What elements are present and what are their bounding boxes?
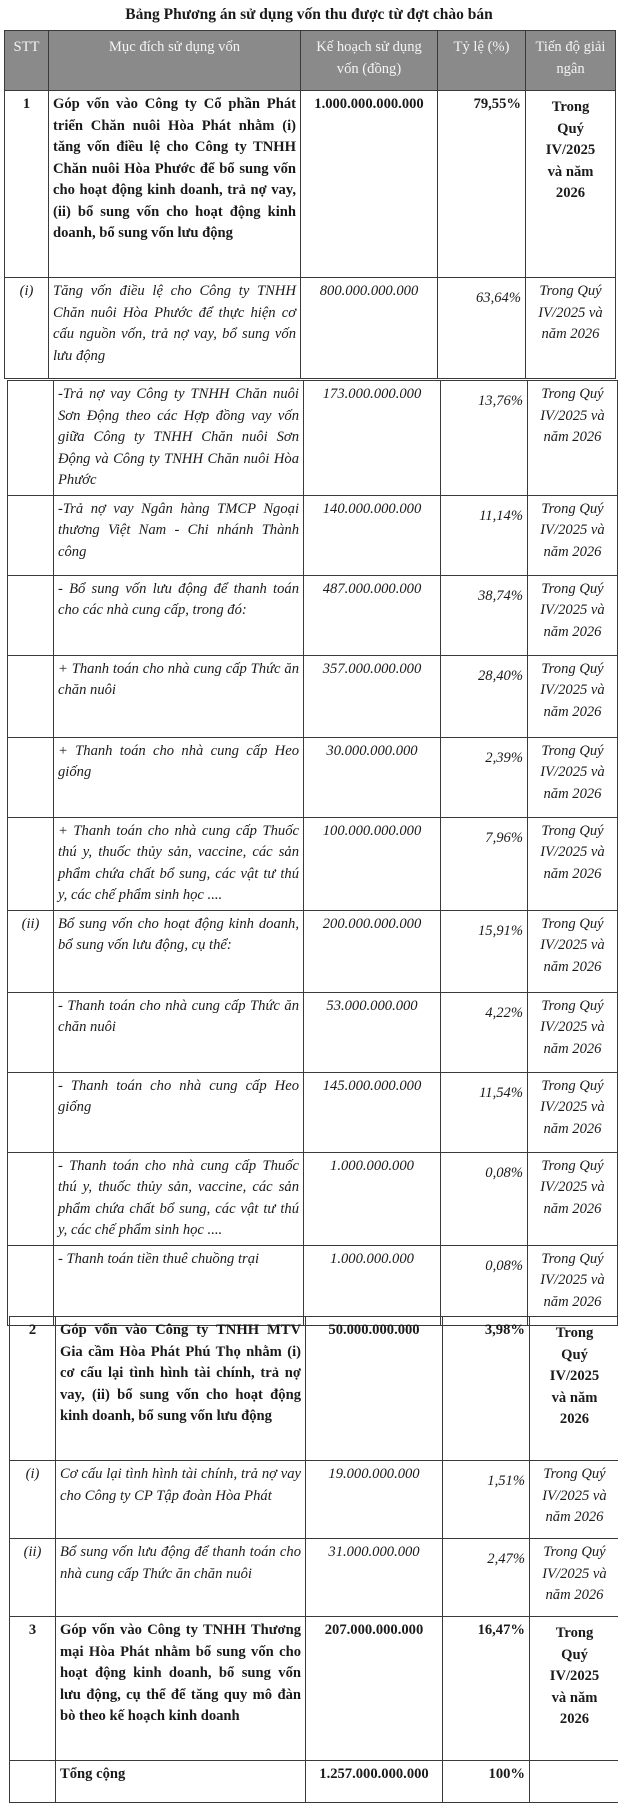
cell-timing: Trong Quý IV/2025 và năm 2026	[528, 381, 618, 496]
cell-purpose: Góp vốn vào Công ty TNHH MTV Gia cầm Hòa Phát Phú Thọ nhằm (i) cơ cấu lại tình hình tài chính, trả nợ vay, (ii) bổ sung vốn cho hoạt động kinh doanh, bổ sung vốn lưu động	[56, 1317, 306, 1461]
cell-ratio: 28,40%	[441, 655, 528, 737]
cell-ratio: 0,08%	[441, 1152, 528, 1245]
cell-plan: 30.000.000.000	[304, 737, 441, 817]
table-row	[8, 1072, 618, 1152]
cell-purpose: - Thanh toán cho nhà cung cấp Heo giống	[54, 1072, 304, 1152]
cell-purpose: -Trả nợ vay Công ty TNHH Chăn nuôi Sơn Động theo các Hợp đồng vay vốn giữa Công ty TNHH Chăn nuôi Sơn Động và Công ty TNHH Chăn nuôi Hòa Phước	[54, 381, 304, 496]
cell-purpose: - Thanh toán cho nhà cung cấp Thuốc thú y, thuốc thủy sản, vaccine, các sản phẩm chứa chất bổ sung, các vật tư thú y, các chế phẩm sinh học ....	[54, 1152, 304, 1245]
table-row	[10, 1539, 618, 1617]
table-row	[5, 91, 616, 278]
cell-plan: 19.000.000.000	[306, 1461, 443, 1539]
table-row	[8, 1152, 618, 1245]
cell-stt	[8, 1152, 54, 1245]
table-row	[8, 495, 618, 575]
cell-plan: 1.000.000.000	[304, 1152, 441, 1245]
cell-stt	[8, 495, 54, 575]
cell-purpose: -Trả nợ vay Ngân hàng TMCP Ngoại thương Việt Nam - Chi nhánh Thành công	[54, 495, 304, 575]
cell-stt: (i)	[10, 1461, 56, 1539]
cell-purpose: - Bổ sung vốn lưu động để thanh toán cho các nhà cung cấp, trong đó:	[54, 575, 304, 655]
column-header-timing: Tiến độ giải ngân	[526, 31, 616, 91]
cell-plan: 1.000.000.000	[304, 1245, 441, 1325]
cell-timing: Trong Quý IV/2025 và năm 2026	[526, 278, 616, 379]
cell-plan: 145.000.000.000	[304, 1072, 441, 1152]
cell-timing: Trong Quý IV/2025 và năm 2026	[528, 1152, 618, 1245]
cell-stt	[8, 737, 54, 817]
cell-ratio: 100%	[443, 1761, 530, 1803]
table-row	[8, 1245, 618, 1325]
cell-plan: 200.000.000.000	[304, 910, 441, 992]
table-segment	[7, 380, 618, 1326]
table-row	[5, 278, 616, 379]
cell-stt: 2	[10, 1317, 56, 1461]
cell-timing: Trong Quý IV/2025 và năm 2026	[530, 1317, 618, 1461]
table-segment	[4, 30, 616, 379]
header-row	[5, 31, 616, 91]
column-header-ratio: Tỷ lệ (%)	[438, 31, 526, 91]
cell-stt: (ii)	[8, 910, 54, 992]
cell-stt	[8, 1245, 54, 1325]
cell-purpose: + Thanh toán cho nhà cung cấp Thuốc thú y, thuốc thủy sản, vaccine, các sản phẩm chứa chất bổ sung, các vật tư thú y, các chế phẩm sinh học ....	[54, 817, 304, 910]
cell-timing: Trong Quý IV/2025 và năm 2026	[528, 1245, 618, 1325]
cell-plan: 800.000.000.000	[301, 278, 438, 379]
cell-ratio: 2,47%	[443, 1539, 530, 1617]
table-row	[8, 817, 618, 910]
cell-timing: Trong Quý IV/2025 và năm 2026	[530, 1539, 618, 1617]
cell-ratio: 13,76%	[441, 381, 528, 496]
cell-ratio: 7,96%	[441, 817, 528, 910]
table-row	[8, 655, 618, 737]
total-row	[10, 1761, 618, 1803]
table-row	[10, 1617, 618, 1761]
cell-timing: Trong Quý IV/2025 và năm 2026	[526, 91, 616, 278]
cell-timing	[530, 1761, 618, 1803]
cell-ratio: 79,55%	[438, 91, 526, 278]
column-header-stt: STT	[5, 31, 49, 91]
cell-timing: Trong Quý IV/2025 và năm 2026	[528, 737, 618, 817]
table-row	[8, 992, 618, 1072]
cell-stt	[8, 575, 54, 655]
cell-stt	[10, 1761, 56, 1803]
cell-ratio: 2,39%	[441, 737, 528, 817]
table-row	[10, 1461, 618, 1539]
cell-stt: 1	[5, 91, 49, 278]
cell-plan: 173.000.000.000	[304, 381, 441, 496]
cell-plan: 140.000.000.000	[304, 495, 441, 575]
table-segment	[9, 1316, 618, 1803]
cell-purpose: + Thanh toán cho nhà cung cấp Heo giống	[54, 737, 304, 817]
cell-purpose: - Thanh toán tiền thuê chuồng trại	[54, 1245, 304, 1325]
cell-stt: 3	[10, 1617, 56, 1761]
cell-ratio: 1,51%	[443, 1461, 530, 1539]
cell-stt	[8, 381, 54, 496]
cell-purpose: - Thanh toán cho nhà cung cấp Thức ăn chăn nuôi	[54, 992, 304, 1072]
cell-ratio: 15,91%	[441, 910, 528, 992]
cell-timing: Trong Quý IV/2025 và năm 2026	[528, 992, 618, 1072]
table-title: Bảng Phương án sử dụng vốn thu được từ đợt chào bán	[125, 6, 493, 23]
cell-ratio: 3,98%	[443, 1317, 530, 1461]
table-row	[10, 1317, 618, 1461]
cell-plan: 357.000.000.000	[304, 655, 441, 737]
cell-purpose: Tổng cộng	[56, 1761, 306, 1803]
cell-plan: 207.000.000.000	[306, 1617, 443, 1761]
cell-ratio: 11,14%	[441, 495, 528, 575]
cell-purpose: Tăng vốn điều lệ cho Công ty TNHH Chăn nuôi Hòa Phước để thực hiện cơ cấu nguồn vốn, trả nợ vay, bổ sung vốn lưu động	[49, 278, 301, 379]
cell-plan: 53.000.000.000	[304, 992, 441, 1072]
cell-purpose: Góp vốn vào Công ty TNHH Thương mại Hòa Phát nhằm bổ sung vốn cho hoạt động kinh doanh, bổ sung vốn lưu động, cụ thể để tăng quy mô đàn bò theo kế hoạch kinh doanh	[56, 1617, 306, 1761]
table-row	[8, 737, 618, 817]
cell-purpose: Bổ sung vốn cho hoạt động kinh doanh, bổ sung vốn lưu động, cụ thể:	[54, 910, 304, 992]
cell-purpose: + Thanh toán cho nhà cung cấp Thức ăn chăn nuôi	[54, 655, 304, 737]
column-header-plan: Kế hoạch sử dụng vốn (đồng)	[301, 31, 438, 91]
cell-stt: (ii)	[10, 1539, 56, 1617]
cell-timing: Trong Quý IV/2025 và năm 2026	[528, 1072, 618, 1152]
cell-stt	[8, 992, 54, 1072]
cell-stt	[8, 655, 54, 737]
table-row	[8, 910, 618, 992]
cell-timing: Trong Quý IV/2025 và năm 2026	[530, 1617, 618, 1761]
table-row	[8, 575, 618, 655]
column-header-purpose: Mục đích sử dụng vốn	[49, 31, 301, 91]
cell-ratio: 38,74%	[441, 575, 528, 655]
cell-timing: Trong Quý IV/2025 và năm 2026	[528, 495, 618, 575]
cell-ratio: 11,54%	[441, 1072, 528, 1152]
cell-timing: Trong Quý IV/2025 và năm 2026	[528, 910, 618, 992]
cell-timing: Trong Quý IV/2025 và năm 2026	[528, 575, 618, 655]
cell-timing: Trong Quý IV/2025 và năm 2026	[528, 817, 618, 910]
cell-purpose: Cơ cấu lại tình hình tài chính, trả nợ vay cho Công ty CP Tập đoàn Hòa Phát	[56, 1461, 306, 1539]
cell-ratio: 0,08%	[441, 1245, 528, 1325]
cell-ratio: 4,22%	[441, 992, 528, 1072]
cell-timing: Trong Quý IV/2025 và năm 2026	[530, 1461, 618, 1539]
cell-purpose: Góp vốn vào Công ty Cổ phần Phát triển Chăn nuôi Hòa Phát nhằm (i) tăng vốn điều lệ cho Công ty TNHH Chăn nuôi Hòa Phước để bổ sung vốn cho hoạt động kinh doanh, trả nợ vay, (ii) bổ sung vốn cho hoạt động kinh doanh, bổ sung vốn lưu động	[49, 91, 301, 278]
cell-timing: Trong Quý IV/2025 và năm 2026	[528, 655, 618, 737]
table-row	[8, 381, 618, 496]
cell-plan: 1.257.000.000.000	[306, 1761, 443, 1803]
cell-stt: (i)	[5, 278, 49, 379]
cell-plan: 50.000.000.000	[306, 1317, 443, 1461]
cell-purpose: Bổ sung vốn lưu động để thanh toán cho nhà cung cấp Thức ăn chăn nuôi	[56, 1539, 306, 1617]
cell-plan: 100.000.000.000	[304, 817, 441, 910]
cell-plan: 487.000.000.000	[304, 575, 441, 655]
cell-ratio: 16,47%	[443, 1617, 530, 1761]
cell-stt	[8, 1072, 54, 1152]
cell-stt	[8, 817, 54, 910]
cell-plan: 31.000.000.000	[306, 1539, 443, 1617]
cell-plan: 1.000.000.000.000	[301, 91, 438, 278]
cell-ratio: 63,64%	[438, 278, 526, 379]
